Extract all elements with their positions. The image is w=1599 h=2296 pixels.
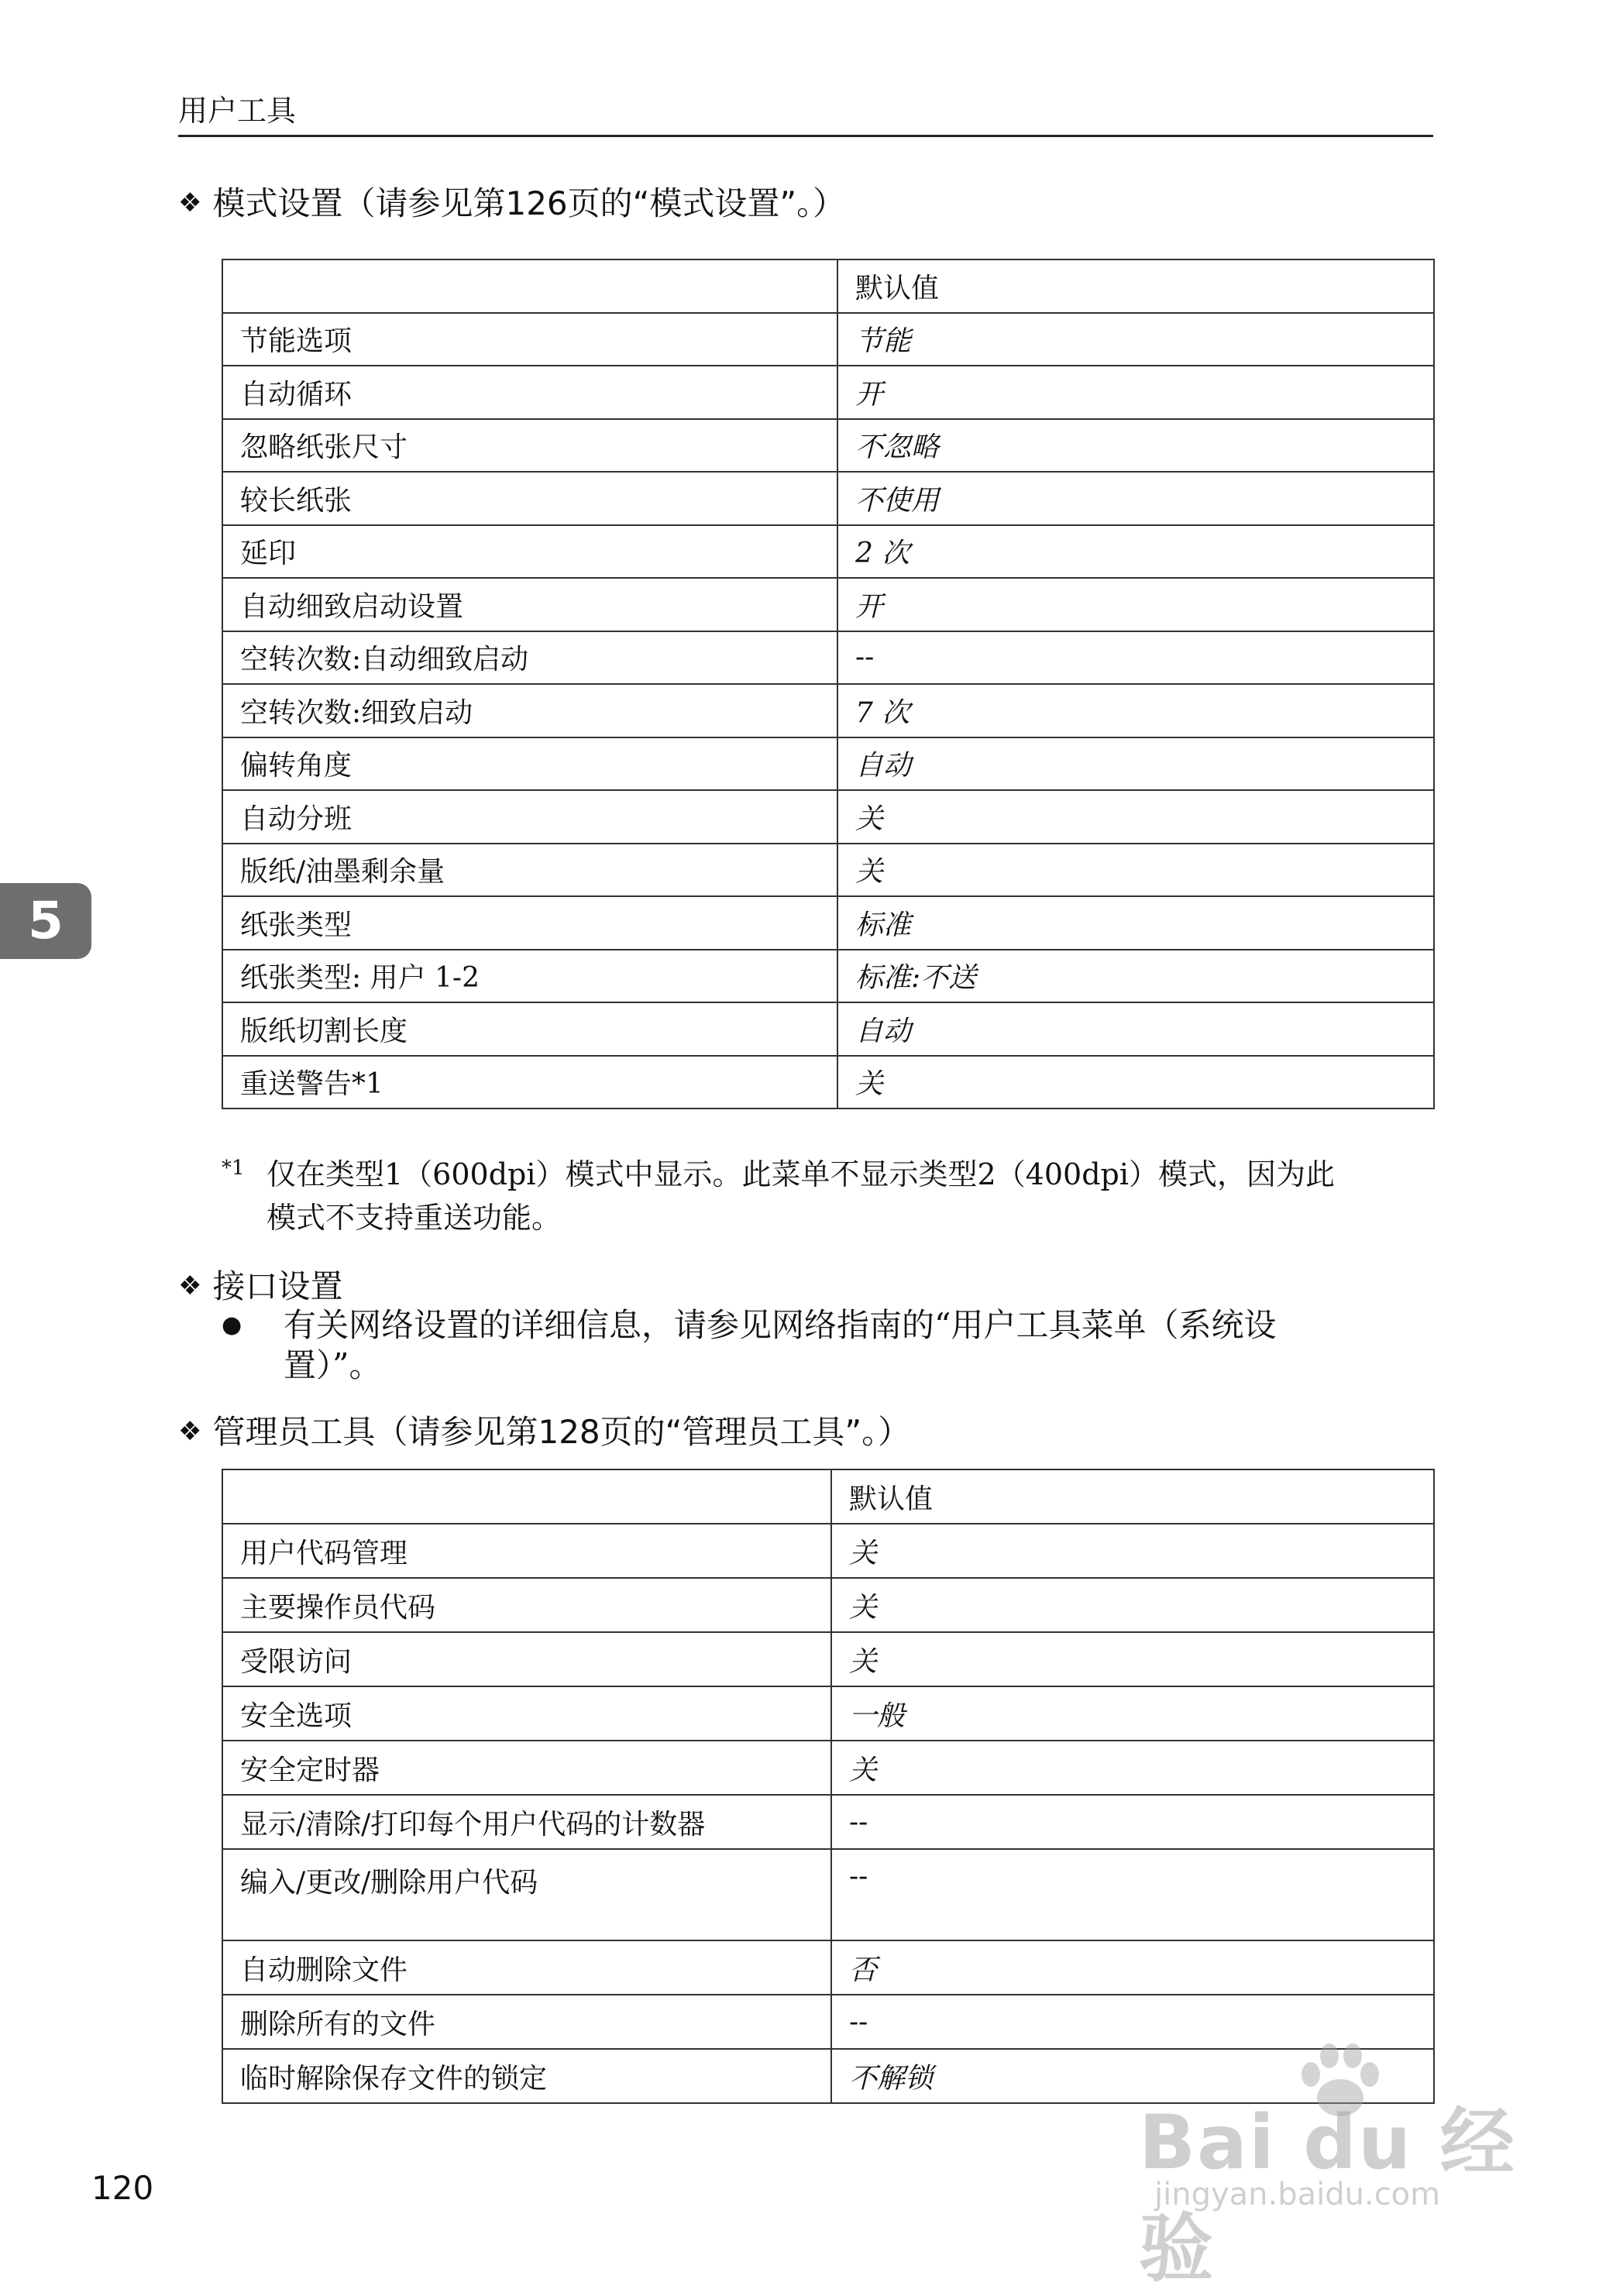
setting-value: 开 <box>837 578 1434 631</box>
table-row <box>222 419 1434 473</box>
footnote-line-2: 模式不支持重送功能。 <box>266 1201 562 1235</box>
setting-value: 关 <box>837 1056 1434 1109</box>
table-header-default-value: 默认值 <box>837 260 1434 313</box>
setting-label: 自动循环 <box>222 366 837 419</box>
setting-label: 偏转角度 <box>222 737 837 791</box>
setting-value: -- <box>831 1995 1434 2049</box>
table-header-row <box>222 1469 1434 1524</box>
setting-label: 空转次数:细致启动 <box>222 684 837 737</box>
section-title-interface-settings <box>178 1263 343 1310</box>
bullet-line-1: 有关网络设置的详细信息，请参见网络指南的“用户工具菜单（系统设 <box>284 1306 1277 1344</box>
table-row <box>222 896 1434 950</box>
table-row <box>222 1686 1434 1741</box>
table-row <box>222 472 1434 525</box>
section-title-text: 管理员工具（请参见第128页的“管理员工具”。） <box>212 1413 911 1451</box>
setting-label: 纸张类型 <box>222 896 837 950</box>
table-row <box>222 1524 1434 1578</box>
setting-label: 编入/更改/删除用户代码 <box>222 1849 831 1940</box>
setting-value: 一般 <box>831 1686 1434 1741</box>
setting-value: -- <box>837 631 1434 685</box>
table-header-empty <box>222 260 837 313</box>
table-row <box>222 790 1434 844</box>
setting-value: 关 <box>831 1578 1434 1632</box>
bullet-line-2: 置）”。 <box>284 1346 382 1384</box>
setting-label: 忽略纸张尺寸 <box>222 419 837 473</box>
setting-label: 受限访问 <box>222 1632 831 1686</box>
setting-label: 版纸/油墨剩余量 <box>222 844 837 897</box>
setting-value: 关 <box>831 1632 1434 1686</box>
table-row <box>222 1849 1434 1940</box>
section-title-admin-tools <box>178 1408 910 1456</box>
setting-label: 节能选项 <box>222 313 837 366</box>
admin-tools-table <box>222 1469 1435 2104</box>
setting-value: -- <box>831 1795 1434 1849</box>
table-row <box>222 1995 1434 2049</box>
table-row <box>222 737 1434 791</box>
table-row <box>222 313 1434 366</box>
footnote-mark: *1 <box>222 1157 245 1180</box>
setting-value: 不解锁 <box>831 2049 1434 2103</box>
mode-settings-table <box>222 259 1435 1109</box>
setting-label: 安全定时器 <box>222 1741 831 1795</box>
setting-value: 自动 <box>837 737 1434 791</box>
footnote <box>222 1153 1430 1239</box>
setting-value: 标准:不送 <box>837 950 1434 1003</box>
setting-value: 2 次 <box>837 525 1434 579</box>
table-row <box>222 1940 1434 1995</box>
setting-label: 用户代码管理 <box>222 1524 831 1578</box>
setting-label: 重送警告*1 <box>222 1056 837 1109</box>
table-row <box>222 684 1434 737</box>
setting-label: 自动删除文件 <box>222 1940 831 1995</box>
setting-value: 关 <box>831 1524 1434 1578</box>
watermark-brand: Bai du 经验 <box>1139 2099 1516 2292</box>
table-row <box>222 1002 1434 1056</box>
setting-value: 关 <box>831 1741 1434 1795</box>
setting-value: 不使用 <box>837 472 1434 525</box>
diamond-bullet-icon: ❖ <box>178 187 202 218</box>
table-header-default-value: 默认值 <box>831 1469 1434 1524</box>
table-row <box>222 1741 1434 1795</box>
setting-value: 自动 <box>837 1002 1434 1056</box>
page-number: 120 <box>91 2169 154 2207</box>
setting-value: 关 <box>837 844 1434 897</box>
setting-label: 延印 <box>222 525 837 579</box>
setting-value: 节能 <box>837 313 1434 366</box>
table-row <box>222 525 1434 579</box>
table-row <box>222 578 1434 631</box>
setting-label: 较长纸张 <box>222 472 837 525</box>
setting-value: -- <box>831 1849 1434 1940</box>
running-header <box>178 91 1433 137</box>
watermark-url: jingyan.baidu.com <box>1154 2177 1441 2212</box>
setting-label: 删除所有的文件 <box>222 1995 831 2049</box>
setting-label: 临时解除保存文件的锁定 <box>222 2049 831 2103</box>
table-row <box>222 1795 1434 1849</box>
section-title-text: 模式设置（请参见第126页的“模式设置”。） <box>212 184 846 222</box>
setting-label: 版纸切割长度 <box>222 1002 837 1056</box>
setting-value: 7 次 <box>837 684 1434 737</box>
setting-value: 标准 <box>837 896 1434 950</box>
table-row <box>222 950 1434 1003</box>
table-row <box>222 366 1434 419</box>
section-title-text: 接口设置 <box>212 1267 343 1305</box>
bullet-dot-icon: ● <box>222 1311 242 1339</box>
setting-label: 显示/清除/打印每个用户代码的计数器 <box>222 1795 831 1849</box>
setting-label: 自动分班 <box>222 790 837 844</box>
footnote-line-1: 仅在类型1（600dpi）模式中显示。此菜单不显示类型2（400dpi）模式，因为此 <box>266 1157 1336 1191</box>
chapter-tab: 5 <box>0 883 91 959</box>
setting-value: 开 <box>837 366 1434 419</box>
setting-label: 空转次数:自动细致启动 <box>222 631 837 685</box>
setting-label: 主要操作员代码 <box>222 1578 831 1632</box>
table-row <box>222 631 1434 685</box>
setting-label: 自动细致启动设置 <box>222 578 837 631</box>
table-header-empty <box>222 1469 831 1524</box>
diamond-bullet-icon: ❖ <box>178 1416 202 1447</box>
table-row <box>222 1578 1434 1632</box>
bullet-item <box>222 1305 1430 1386</box>
table-row <box>222 1632 1434 1686</box>
section-title-mode-settings <box>178 180 845 227</box>
diamond-bullet-icon: ❖ <box>178 1270 202 1301</box>
baidu-watermark <box>1139 2061 1542 2292</box>
setting-value: 关 <box>837 790 1434 844</box>
header-title: 用户工具 <box>178 94 297 128</box>
setting-label: 纸张类型: 用户 1-2 <box>222 950 837 1003</box>
setting-value: 否 <box>831 1940 1434 1995</box>
table-header-row <box>222 260 1434 313</box>
table-row <box>222 1056 1434 1109</box>
setting-value: 不忽略 <box>837 419 1434 473</box>
setting-label: 安全选项 <box>222 1686 831 1741</box>
table-row <box>222 844 1434 897</box>
